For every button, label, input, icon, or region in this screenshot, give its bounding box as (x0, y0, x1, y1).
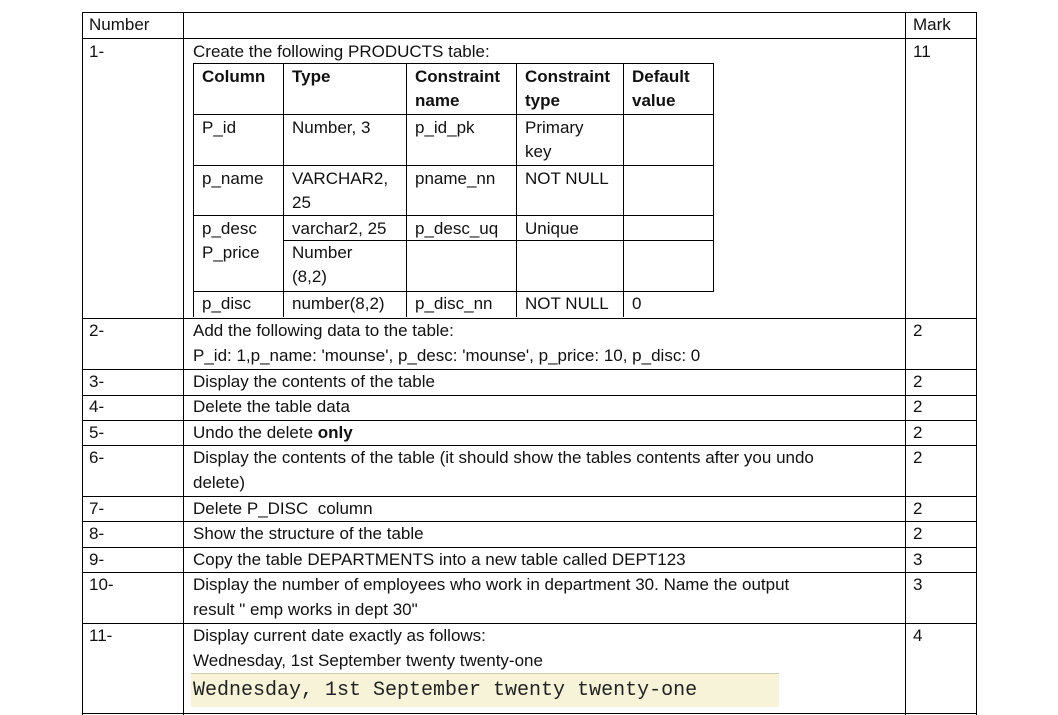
products-cell: NOT NULL (525, 169, 609, 188)
question-number: 2- (89, 321, 105, 340)
products-cell: (8,2) (292, 267, 327, 286)
mark-header: Mark (913, 15, 951, 34)
products-cell: key (525, 142, 552, 161)
products-cell: varchar2, 25 (292, 219, 387, 238)
question-mark: 2 (913, 372, 923, 391)
products-cell: p_id_pk (415, 118, 475, 137)
question-text: Display the number of employees who work in department 30. Name the output (193, 575, 790, 594)
products-cell: Number (292, 243, 353, 262)
products-cell: Primary (525, 118, 584, 137)
products-header-constraint-name: Constraint (415, 67, 500, 86)
question-mark: 2 (913, 423, 923, 442)
products-cell: 0 (632, 294, 642, 313)
outer-border-right (976, 12, 977, 715)
products-cell: p_name (202, 169, 264, 188)
products-table (193, 63, 714, 317)
question-text: Delete the table data (193, 397, 350, 416)
products-cell: Unique (525, 219, 579, 238)
date-output-sample: Wednesday, 1st September twenty twenty-one (191, 673, 779, 707)
number-header: Number (89, 15, 150, 34)
question-number: 3- (89, 372, 105, 391)
products-cell: pname_nn (415, 169, 496, 188)
mark-column-divider (905, 12, 906, 715)
products-cell: Number, 3 (292, 118, 371, 137)
question-mark: 2 (913, 448, 923, 467)
question-text: Show the structure of the table (193, 524, 424, 543)
question-number: 11- (89, 626, 113, 645)
question-text-bold: only (317, 423, 353, 442)
question-number: 6- (89, 448, 105, 467)
question-text: Display the contents of the table (it should show the tables contents after you undo (193, 448, 814, 467)
question-text-regular: Undo the delete (193, 423, 318, 442)
products-cell: number(8,2) (292, 294, 385, 313)
question-mark: 3 (913, 550, 923, 569)
products-table-divider (516, 63, 517, 317)
products-cell: p_disc (202, 294, 252, 313)
row-line (82, 12, 977, 13)
products-table-divider (193, 215, 714, 216)
products-cell: 25 (292, 193, 311, 212)
products-header-default-value: value (632, 91, 676, 110)
question-mark: 3 (913, 575, 923, 594)
products-header-constraint-type: type (525, 91, 560, 110)
question-text: Display current date exactly as follows: (193, 626, 486, 645)
products-cell: p_disc_nn (415, 294, 493, 313)
question-number: 7- (89, 499, 105, 518)
products-table-divider (623, 63, 624, 317)
products-cell: p_desc_uq (415, 219, 499, 238)
outer-border-left (82, 12, 83, 715)
products-cell: P_id (202, 118, 237, 137)
products-header-type: Type (292, 67, 331, 86)
products-table-divider (193, 165, 714, 166)
question-text: Add the following data to the table: (193, 321, 454, 340)
products-table-divider (406, 63, 407, 317)
products-table-divider (283, 63, 284, 317)
question-text: result " emp works in dept 30" (193, 600, 418, 619)
products-cell: NOT NULL (525, 294, 609, 313)
question-mark: 2 (913, 499, 923, 518)
products-header-default-value: Default (632, 67, 690, 86)
row-line (82, 713, 977, 714)
question-mark: 2 (913, 321, 923, 340)
products-cell: P_price (202, 243, 260, 262)
products-header-constraint-name: name (415, 91, 460, 110)
question-text: Wednesday, 1st September twenty twenty-one (193, 651, 543, 670)
question-number: 4- (89, 397, 105, 416)
products-header-constraint-type: Constraint (525, 67, 610, 86)
question-text: Display the contents of the table (193, 372, 435, 391)
products-cell: p_desc (202, 219, 257, 238)
question-number: 8- (89, 524, 105, 543)
question-mark: 2 (913, 397, 923, 416)
products-table-border (193, 63, 194, 317)
question-text: Create the following PRODUCTS table: (193, 42, 490, 61)
products-header-column: Column (202, 67, 266, 86)
products-cell: VARCHAR2, (292, 169, 389, 188)
question-number: 5- (89, 423, 105, 442)
number-column-divider (183, 12, 184, 715)
question-text: P_id: 1,p_name: 'mounse', p_desc: 'mounse', p_price: 10, p_disc: 0 (193, 346, 701, 365)
products-table-divider (193, 114, 714, 115)
question-text: delete) (193, 473, 245, 492)
question-text: Copy the table DEPARTMENTS into a new table called DEPT123 (193, 550, 686, 569)
question-text (193, 421, 353, 445)
question-mark: 11 (913, 42, 931, 61)
question-number: 1- (89, 42, 105, 61)
question-text: Delete P_DISC column (193, 499, 373, 518)
products-table-border (713, 63, 714, 291)
question-number: 10- (89, 575, 114, 594)
row-line (82, 38, 977, 39)
question-mark: 2 (913, 524, 923, 543)
question-mark: 4 (913, 626, 923, 645)
products-table-border (193, 63, 714, 64)
question-number: 9- (89, 550, 105, 569)
